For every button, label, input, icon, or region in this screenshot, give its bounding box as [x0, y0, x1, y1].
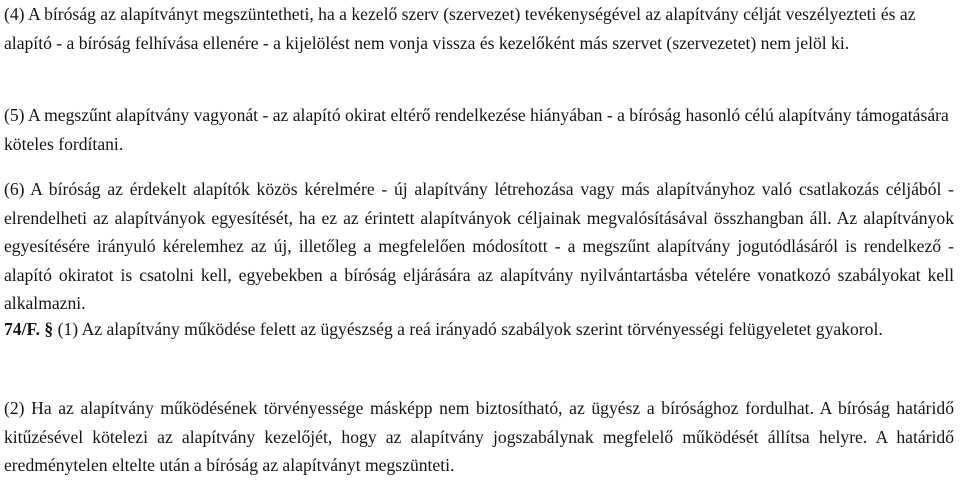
- paragraph-5: (5) A megszűnt alapítvány vagyonát - az alapító okirat eltérő rendelkezése hiányában - a bíróság hasonló célú alapítvány támogatására köteles fordítani.: [4, 105, 949, 154]
- section-number: 74/F.: [4, 319, 41, 339]
- section-74f: [4, 315, 954, 344]
- section-sign: §: [44, 319, 54, 339]
- paragraph-6: (6) A bíróság az érdekelt alapítók közös kérelmére - új alapítvány létrehozása vagy más alapítványhoz való csatlakozás céljából - elrendelheti az alapítványok egyesítését, ha ez az érintett alapítványok céljainak megvalósításával összhangban áll. Az alapítványok egyesítésére irányuló kérelemhez az új, illetőleg a megfelelően módosított - a megszűnt alapítvány jogutódlásáról is rendelkező - alapító okiratot is csatolni kell, egyebekben a bíróság eljárására az alapítvány nyilvántartásba vételére vonatkozó szabályokat kell alkalmazni.: [4, 179, 954, 313]
- section-74f-paragraph-2: (2) Ha az alapítvány működésének törvényessége másképp nem biztosítható, az ügyész a bírósághoz fordulhat. A bíróság határidő kitűzésével kötelezi az alapítvány kezelőjét, hogy az alapítvány jogszabálynak megfelelő működését állítsa helyre. A határidő eredménytelen eltelte után a bíróság az alapítványt megszünteti.: [4, 398, 954, 475]
- section-74f-paragraph-1: (1) Az alapítvány működése felett az ügyészség a reá irányadó szabályok szerint törvényességi felügyeletet gyakorol.: [57, 319, 883, 339]
- paragraph-4: (4) A bíróság az alapítványt megszüntetheti, ha a kezelő szerv (szervezet) tevékenységével az alapítvány célját veszélyezteti és az alapító - a bíróság felhívása ellenére - a kijelölést nem vonja vissza és kezelőként más szervet (szervezetet) nem jelöl ki.: [4, 4, 916, 53]
